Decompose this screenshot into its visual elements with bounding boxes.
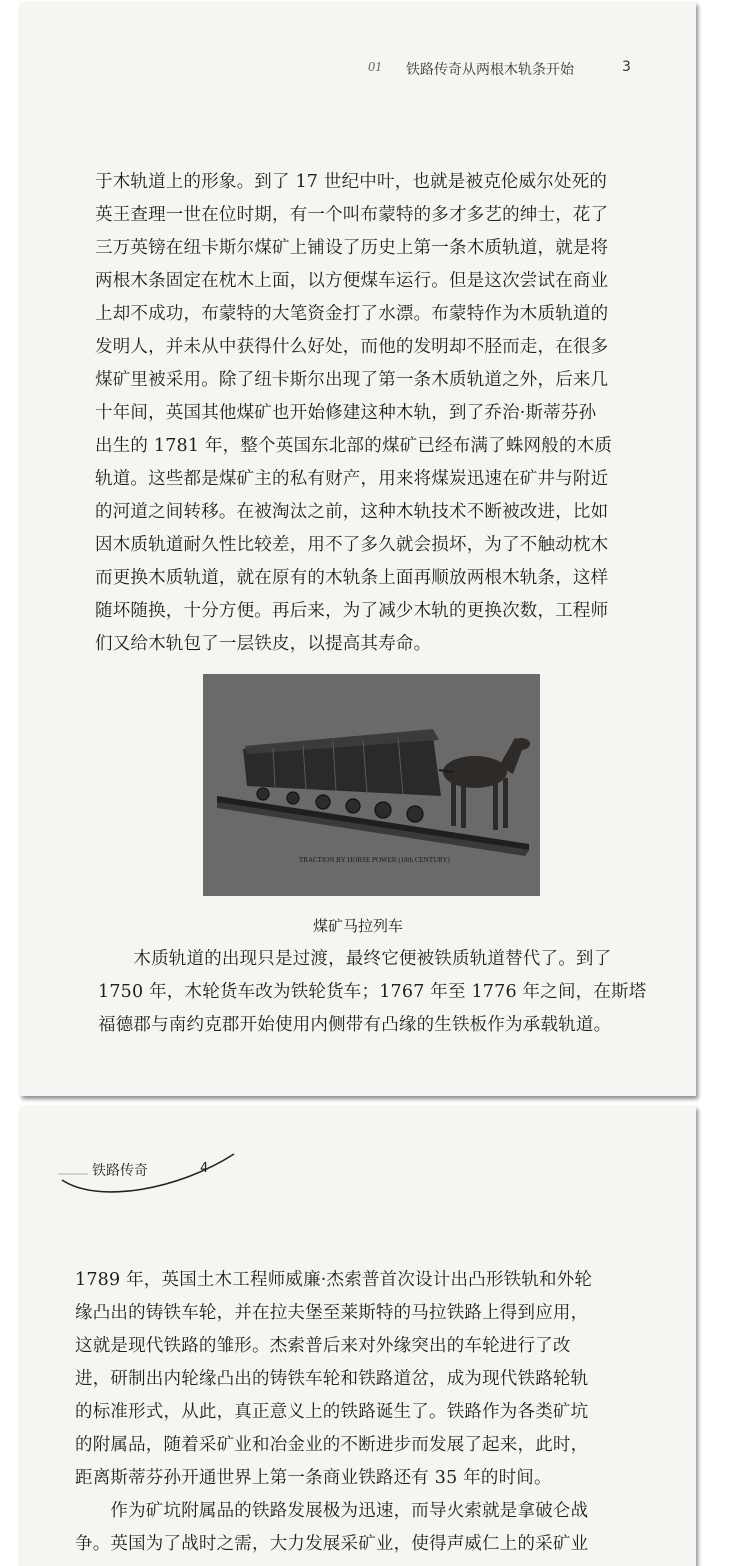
- chapter-number: 01: [368, 60, 382, 75]
- page-number: 4: [200, 1161, 209, 1176]
- text-line: 作为矿坑附属品的铁路发展极为迅速，而导火索就是拿破仑战: [75, 1501, 589, 1521]
- book-page-3: [20, 2, 696, 1096]
- running-header-book-title: 铁路传奇: [92, 1163, 148, 1179]
- text-line: 的标准形式，从此，真正意义上的铁路诞生了。铁路作为各类矿坑: [75, 1402, 589, 1422]
- text-line: 而更换木质轨道，就在原有的木轨条上面再顺放两根木轨条，这样: [95, 568, 609, 588]
- header-swoosh-icon: [58, 1146, 258, 1196]
- text-line: 两根木条固定在枕木上面，以方便煤车运行。但是这次尝试在商业: [95, 271, 609, 291]
- text-line: 于木轨道上的形象。到了 17 世纪中叶，也就是被克伦威尔处死的: [95, 172, 608, 192]
- text-line: 三万英镑在纽卡斯尔煤矿上铺设了历史上第一条木质轨道，就是将: [95, 238, 609, 258]
- text-line: 们又给木轨包了一层铁皮，以提高其寿命。: [95, 634, 432, 654]
- text-line: 随坏随换，十分方便。再后来，为了减少木轨的更换次数，工程师: [95, 601, 609, 621]
- book-page-4: [20, 1106, 696, 1566]
- text-line: 距离斯蒂芬孙开通世界上第一条商业铁路还有 35 年的时间。: [75, 1468, 552, 1488]
- text-line: 的河道之间转移。在被淘汰之前，这种木轨技术不断被改进，比如: [95, 502, 609, 522]
- text-line: 进，研制出内轮缘凸出的铸铁车轮和铁路道岔，成为现代铁路轮轨: [75, 1369, 589, 1389]
- text-line: 1789 年，英国土木工程师威廉·杰索普首次设计出凸形铁轨和外轮: [75, 1270, 593, 1290]
- page-number: 3: [622, 59, 631, 75]
- text-line: 发明人，并未从中获得什么好处，而他的发明却不胫而走，在很多: [95, 337, 609, 357]
- text-line: 缘凸出的铸铁车轮，并在拉夫堡至莱斯特的马拉铁路上得到应用，: [75, 1303, 589, 1323]
- text-line: 上却不成功，布蒙特的大笔资金打了水漂。布蒙特作为木质轨道的: [95, 304, 609, 324]
- text-line: 争。英国为了战时之需，大力发展采矿业，使得声威仁上的采矿业: [75, 1534, 589, 1554]
- text-line: 这就是现代铁路的雏形。杰索普后来对外缘突出的车轮进行了改: [75, 1336, 571, 1356]
- text-line: 木质轨道的出现只是过渡，最终它便被铁质轨道替代了。到了: [98, 949, 612, 969]
- text-line: 英王查理一世在位时期，有一个叫布蒙特的多才多艺的绅士，花了: [95, 205, 609, 225]
- horse-drawn-coal-train-illustration: [203, 674, 540, 896]
- running-header-title: 铁路传奇从两根木轨条开始: [406, 62, 574, 78]
- figure-caption: 煤矿马拉列车: [312, 917, 403, 935]
- paragraph-text: [75, 1264, 625, 1561]
- text-line: 福德郡与南约克郡开始使用内侧带有凸缘的生铁板作为承载轨道。: [98, 1015, 612, 1035]
- coal-train-image: [203, 674, 540, 896]
- paragraph-text: [98, 943, 654, 1042]
- text-line: 十年间，英国其他煤矿也开始修建这种木轨，到了乔治·斯蒂芬孙: [95, 403, 597, 423]
- text-line: 轨道。这些都是煤矿主的私有财产，用来将煤炭迅速在矿井与附近: [95, 469, 609, 489]
- text-line: 煤矿里被采用。除了纽卡斯尔出现了第一条木质轨道之外，后来几: [95, 370, 609, 390]
- paragraph-text: [95, 166, 651, 661]
- figure-inscription: TRACTION BY HORSE POWER (18th CENTURY): [299, 856, 450, 864]
- text-line: 出生的 1781 年，整个英国东北部的煤矿已经布满了蛛网般的木质: [95, 436, 613, 456]
- text-line: 的附属品，随着采矿业和冶金业的不断进步而发展了起来，此时，: [75, 1435, 589, 1455]
- text-line: 1750 年，木轮货车改为铁轮货车；1767 年至 1776 年之间，在斯塔: [98, 982, 647, 1002]
- text-line: 因木质轨道耐久性比较差，用不了多久就会损坏，为了不触动枕木: [95, 535, 609, 555]
